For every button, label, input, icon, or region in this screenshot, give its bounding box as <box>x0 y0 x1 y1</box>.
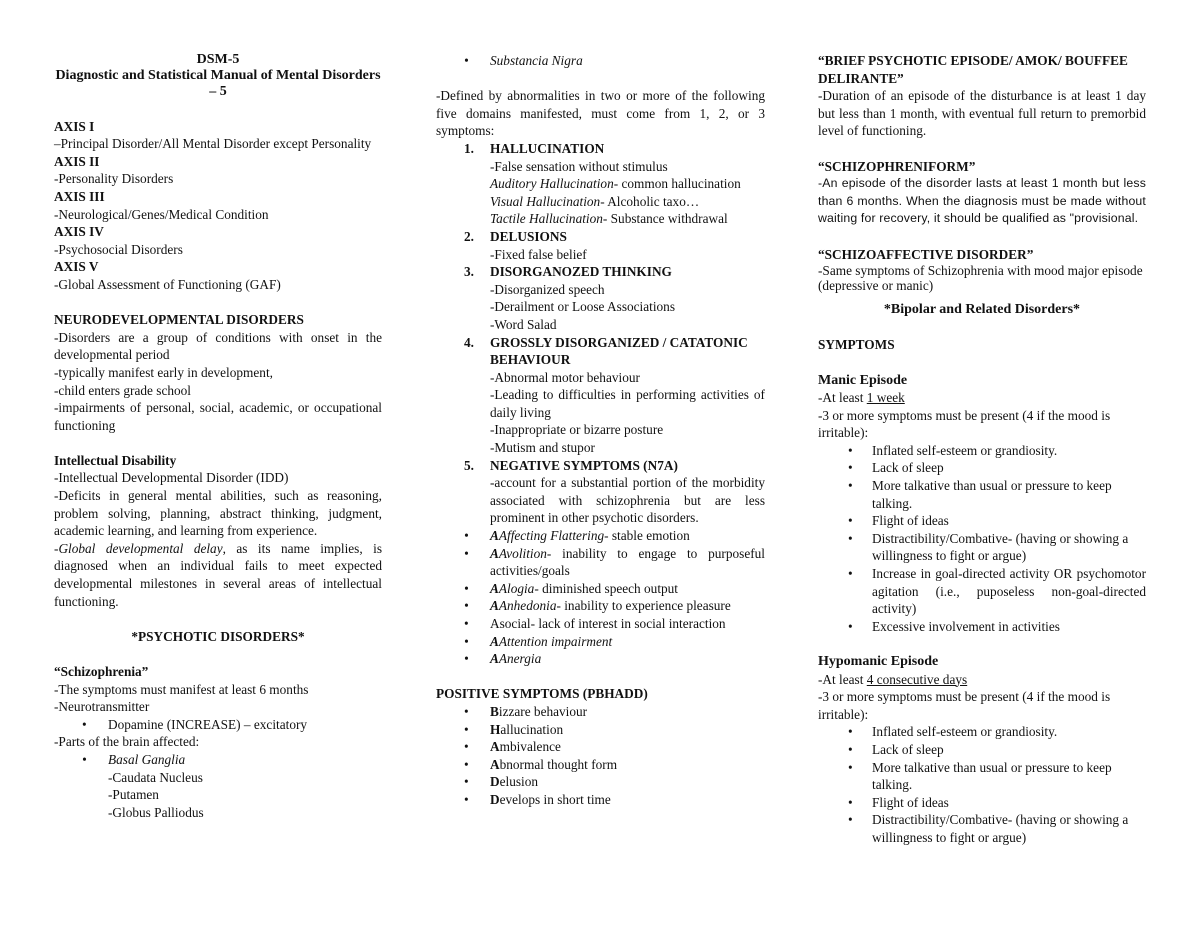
domain-line <box>490 210 765 228</box>
item-text: allucination <box>500 721 564 737</box>
axes-section <box>54 118 382 294</box>
list-item <box>436 527 765 545</box>
list-item <box>436 721 765 739</box>
domain-line: -Abnormal motor behaviour <box>490 369 640 385</box>
term-desc: - stable emotion <box>604 528 690 544</box>
basal-part: -Putamen <box>108 787 159 803</box>
duration-line <box>818 389 1146 407</box>
mnemonic-letter: A <box>490 528 499 544</box>
list-item: • Flight of ideas <box>818 512 1146 530</box>
mnemonic-letter: A <box>490 756 500 772</box>
axis-name: AXIS II <box>54 153 100 169</box>
list-item: • Inflated self-esteem or grandiosity. <box>818 723 1146 741</box>
list-item: • Basal Ganglia <box>54 751 382 769</box>
list-item <box>436 650 765 668</box>
domain-item <box>436 228 765 263</box>
mnemonic-letter: A <box>490 651 499 667</box>
column-3 <box>818 52 1146 847</box>
mnemonic-letter: D <box>490 791 500 807</box>
term-desc: - lack of interest in social interaction <box>530 616 726 631</box>
list-item <box>436 633 765 651</box>
list-item: • Inflated self-esteem or grandiosity. <box>818 442 1146 460</box>
mnemonic-letter: A <box>490 545 499 561</box>
dash: - <box>54 540 59 556</box>
schizoaffective-heading: “SCHIZOAFFECTIVE DISORDER” <box>818 246 1034 262</box>
requirement-line: -3 or more symptoms must be present (4 if the mood is irritable): <box>818 689 1111 722</box>
term: Tactile Hallucination <box>490 211 603 227</box>
term: Avolition <box>498 545 547 561</box>
axis-name: AXIS III <box>54 188 105 204</box>
axis-name: AXIS I <box>54 118 95 134</box>
domain-line: -Word Salad <box>490 316 557 332</box>
schizo-line: -Neurotransmitter <box>54 699 150 715</box>
list-item: • More talkative than usual or pressure to keep talking. <box>818 477 1146 512</box>
domain-line: -Inappropriate or bizarre posture <box>490 422 664 438</box>
symptoms-heading: SYMPTOMS <box>818 337 895 353</box>
schizophrenia-heading: “Schizophrenia” <box>54 664 149 679</box>
global-delay-paragraph <box>54 540 382 610</box>
list-item <box>436 703 765 721</box>
neurotransmitter-list <box>54 716 382 734</box>
domain-number: 4. <box>464 334 474 350</box>
term-desc: - inability to experience pleasure <box>556 598 731 614</box>
neuro-line: -typically manifest early in development, <box>54 364 273 380</box>
domain-number: 5. <box>464 457 474 473</box>
item-text: bnormal thought form <box>499 756 618 772</box>
domain-line: -account for a substantial portion of the morbidity associated with schizophrenia but are less prominent in other psychotic disorders. <box>490 475 765 526</box>
schizophreniform-text: -An episode of the disorder lasts at least 1 month but less than 6 months. When the diagnosis must be made without waiting for recovery, it should be qualified as "provisional. <box>818 176 1146 226</box>
list-item <box>436 773 765 791</box>
neuro-line: -Disorders are a group of conditions with onset in the developmental period <box>54 329 382 363</box>
global-delay-term: Global developmental delay <box>58 540 223 556</box>
brief-psychotic-heading: “BRIEF PSYCHOTIC EPISODE/ AMOK/ BOUFFEE DELIRANTE” <box>818 53 1128 86</box>
positive-symptoms-heading: POSITIVE SYMPTOMS (PBHADD) <box>436 686 648 702</box>
title-line-1: DSM-5 <box>196 52 240 67</box>
list-item: • More talkative than usual or pressure to keep talking. <box>818 759 1146 794</box>
list-item <box>436 580 765 598</box>
domain-line: -Mutism and stupor <box>490 440 595 456</box>
item-text: mbivalence <box>499 739 561 755</box>
manic-episode-heading: Manic Episode <box>818 372 908 388</box>
schizoaffective-text: -Same symptoms of Schizophrenia with mood major episode (depressive or manic) <box>818 263 1143 294</box>
psychotic-disorders-heading: *PSYCHOTIC DISORDERS* <box>131 628 305 644</box>
axis-desc: -Neurological/Genes/Medical Condition <box>54 206 269 222</box>
domain-title: HALLUCINATION <box>490 140 605 156</box>
schizophreniform-heading: “SCHIZOPHRENIFORM” <box>818 158 976 174</box>
hypomanic-episode-heading: Hypomanic Episode <box>818 654 939 669</box>
term: Attention impairment <box>498 633 613 649</box>
neuro-line: -child enters grade school <box>54 382 191 398</box>
list-item <box>436 791 765 809</box>
term: Anhedonia <box>498 598 557 614</box>
domain-item <box>436 263 765 333</box>
requirement-line: -3 or more symptoms must be present (4 if the mood is irritable): <box>818 407 1111 441</box>
domain-item <box>436 140 765 228</box>
list-item <box>436 615 765 633</box>
axis-desc: -Global Assessment of Functioning (GAF) <box>54 276 281 292</box>
list-item: • Dopamine (INCREASE) – excitatory <box>54 716 382 734</box>
axis-desc: –Principal Disorder/All Mental Disorder except Personality <box>54 136 372 152</box>
intellectual-disability-heading: Intellectual Disability <box>54 452 177 468</box>
domain-item <box>436 334 765 457</box>
item-text: izzare behaviour <box>498 703 588 719</box>
document-title <box>54 52 382 100</box>
duration-value: 1 week <box>866 390 905 406</box>
neurodevelopmental-heading: NEURODEVELOPMENTAL DISORDERS <box>54 312 304 328</box>
term: Alogia <box>498 580 535 596</box>
basal-part: -Caudata Nucleus <box>108 769 203 785</box>
domain-line: -Leading to difficulties in performing activities of daily living <box>490 387 765 420</box>
list-item: • Distractibility/Combative- (having or showing a willingness to fight or argue) <box>818 811 1146 846</box>
mnemonic-letter: A <box>490 739 500 755</box>
brief-psychotic-text: -Duration of an episode of the disturbance is at least 1 day but less than 1 month, with eventual full return to premorbid level of functioning. <box>818 88 1146 139</box>
item-text: evelops in short time <box>499 791 611 807</box>
term-desc: - inability to engage to purposeful activities/goals <box>490 545 765 579</box>
term: Anergia <box>498 651 542 667</box>
domain-line: -Fixed false belief <box>490 246 587 262</box>
domain-number: 1. <box>464 140 474 156</box>
domain-line: -Disorganized speech <box>490 281 605 297</box>
domain-line <box>490 175 765 193</box>
domain-number: 2. <box>464 228 474 244</box>
term: Auditory Hallucination <box>490 176 614 192</box>
term: Affecting Flattering <box>498 528 605 544</box>
domains-list <box>436 140 765 527</box>
column-1 <box>54 52 382 821</box>
positive-symptoms-list <box>436 703 765 809</box>
manic-symptoms-list <box>818 442 1146 636</box>
axis-desc: -Psychosocial Disorders <box>54 241 183 257</box>
list-item: • Substancia Nigra <box>436 52 765 70</box>
schizo-line: -The symptoms must manifest at least 6 months <box>54 681 309 697</box>
term-desc: - Alcoholic taxo… <box>600 193 700 209</box>
list-item: • Flight of ideas <box>818 794 1146 812</box>
domain-title: GROSSLY DISORGANIZED / CATATONIC BEHAVIOUR <box>490 334 748 368</box>
hypomanic-symptoms-list <box>818 723 1146 846</box>
defined-paragraph: -Defined by abnormalities in two or more of the following five domains manifested, must come from 1, 2, or 3 symptoms: <box>436 88 765 139</box>
term-desc: - diminished speech output <box>534 580 678 596</box>
basal-part: -Globus Palliodus <box>108 804 204 820</box>
axis-desc: -Personality Disorders <box>54 171 174 187</box>
schizo-line: -Parts of the brain affected: <box>54 734 200 750</box>
list-item: • Lack of sleep <box>818 459 1146 477</box>
id-line: -Intellectual Developmental Disorder (IDD) <box>54 470 289 486</box>
brain-parts-continued <box>436 52 765 70</box>
title-line-2: Diagnostic and Statistical Manual of Mental Disorders – 5 <box>55 68 381 99</box>
axis-name: AXIS V <box>54 259 99 275</box>
list-item: • Lack of sleep <box>818 741 1146 759</box>
global-delay-text: , as its name implies, is diagnosed when an individual fails to meet expected developmental milestones in several areas of intellectual functioning. <box>54 540 382 609</box>
domain-title: DELUSIONS <box>490 228 567 244</box>
term: Asocial <box>490 616 531 631</box>
duration-prefix: -At least <box>818 671 867 687</box>
mnemonic-letter: B <box>490 703 499 719</box>
list-item <box>436 597 765 615</box>
term: Visual Hallucination <box>490 193 601 209</box>
neuro-line: -impairments of personal, social, academic, or occupational functioning <box>54 400 382 433</box>
duration-value: 4 consecutive days <box>866 671 968 687</box>
domain-title: NEGATIVE SYMPTOMS (N7A) <box>490 457 678 473</box>
mnemonic-letter: H <box>490 721 501 737</box>
duration-line <box>818 671 1146 689</box>
list-item <box>436 545 765 580</box>
duration-prefix: -At least <box>818 390 867 406</box>
domain-line: -Derailment or Loose Associations <box>490 299 676 315</box>
bipolar-heading: *Bipolar and Related Disorders* <box>883 302 1081 318</box>
column-2 <box>436 52 765 809</box>
list-item: • Excessive involvement in activities <box>818 618 1146 636</box>
mnemonic-letter: A <box>490 633 499 649</box>
domain-line <box>490 193 765 211</box>
brain-parts-list <box>54 751 382 769</box>
axis-name: AXIS IV <box>54 224 104 240</box>
mnemonic-letter: A <box>490 598 499 614</box>
term-desc: - common hallucination <box>613 176 741 192</box>
list-item <box>436 738 765 756</box>
domain-item <box>436 457 765 527</box>
domain-number: 3. <box>464 264 474 280</box>
domain-line: -False sensation without stimulus <box>490 158 668 174</box>
id-line: -Deficits in general mental abilities, such as reasoning, problem solving, planning, abstract thinking, judgment, academic learning, and learning from experience. <box>54 488 382 539</box>
negative-symptoms-list <box>436 527 765 668</box>
item-text: elusion <box>499 774 539 790</box>
list-item <box>436 756 765 774</box>
list-item: • Distractibility/Combative- (having or showing a willingness to fight or argue) <box>818 530 1146 565</box>
list-item: • Increase in goal-directed activity OR psychomotor agitation (i.e., puposeless non-goal-directed activity) <box>818 565 1146 618</box>
term-desc: - Substance withdrawal <box>602 211 728 227</box>
domain-title: DISORGANOZED THINKING <box>490 264 672 280</box>
mnemonic-letter: D <box>490 774 500 790</box>
mnemonic-letter: A <box>490 580 499 596</box>
